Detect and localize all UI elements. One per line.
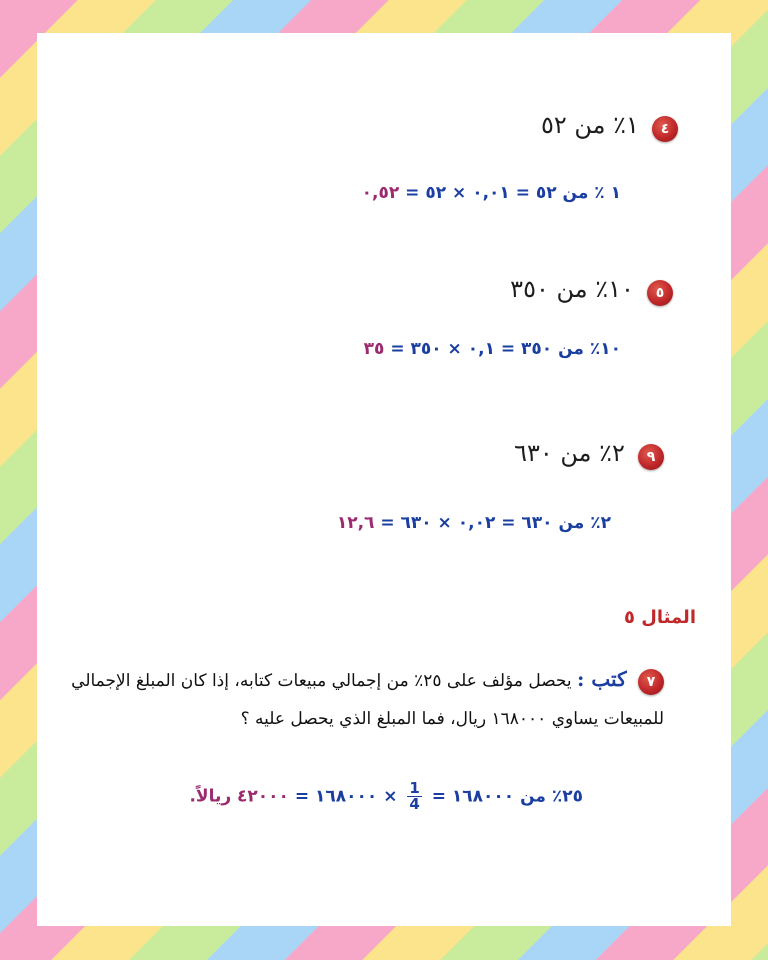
question-text: ٢٪ من ٦٣٠ — [514, 439, 625, 467]
problem-9-answer — [337, 513, 611, 533]
question-text: ١٪ من ٥٢ — [540, 111, 639, 139]
problem-9-question — [514, 439, 664, 470]
answer-expression-start: ٢٥٪ من ١٦٨٠٠٠ = — [431, 786, 583, 807]
worksheet-page — [37, 33, 731, 926]
answer-expression-end: × ١٦٨٠٠٠ = — [294, 786, 398, 807]
question-text: ١٠٪ من ٣٥٠ — [510, 275, 634, 303]
answer-expression: ١٠٪ من ٣٥٠ = ٠,١ × ٣٥٠ = — [390, 339, 621, 359]
problem-4-answer — [362, 183, 621, 203]
answer-result: ٠,٥٢ — [361, 183, 400, 203]
problem-7-line-1 — [71, 667, 664, 695]
problem-5-answer — [364, 339, 621, 359]
problem-number-badge: ٩ — [638, 444, 664, 470]
fraction-denominator: 4 — [409, 795, 420, 813]
fraction-one-quarter — [407, 781, 421, 812]
problem-keyword: كتب : — [577, 667, 627, 691]
problem-number-badge: ٥ — [647, 280, 673, 306]
problem-7-line-2: للمبيعات يساوي ١٦٨٠٠٠ ريال، فما المبلغ الذي يحصل عليه ؟ — [240, 709, 664, 729]
problem-7-answer — [189, 781, 583, 812]
fraction-numerator: 1 — [409, 779, 420, 797]
answer-result: ٣٥ — [363, 339, 385, 359]
example-heading: المثال ٥ — [624, 607, 696, 628]
problem-4-question — [541, 111, 678, 142]
answer-expression: ١ ٪ من ٥٢ = ٠,٠١ × ٥٢ = — [405, 183, 621, 203]
problem-text: يحصل مؤلف على ٢٥٪ من إجمالي مبيعات كتابه، إذا كان المبلغ الإجمالي — [71, 671, 572, 691]
answer-result: ١٢,٦ — [336, 513, 375, 533]
answer-result: ٤٢٠٠٠ ريالاً. — [189, 786, 289, 807]
problem-number-badge: ٤ — [652, 116, 678, 142]
answer-expression: ٢٪ من ٦٣٠ = ٠,٠٢ × ٦٣٠ = — [380, 513, 611, 533]
problem-number-badge: ٧ — [638, 669, 664, 695]
problem-5-question — [510, 275, 673, 306]
